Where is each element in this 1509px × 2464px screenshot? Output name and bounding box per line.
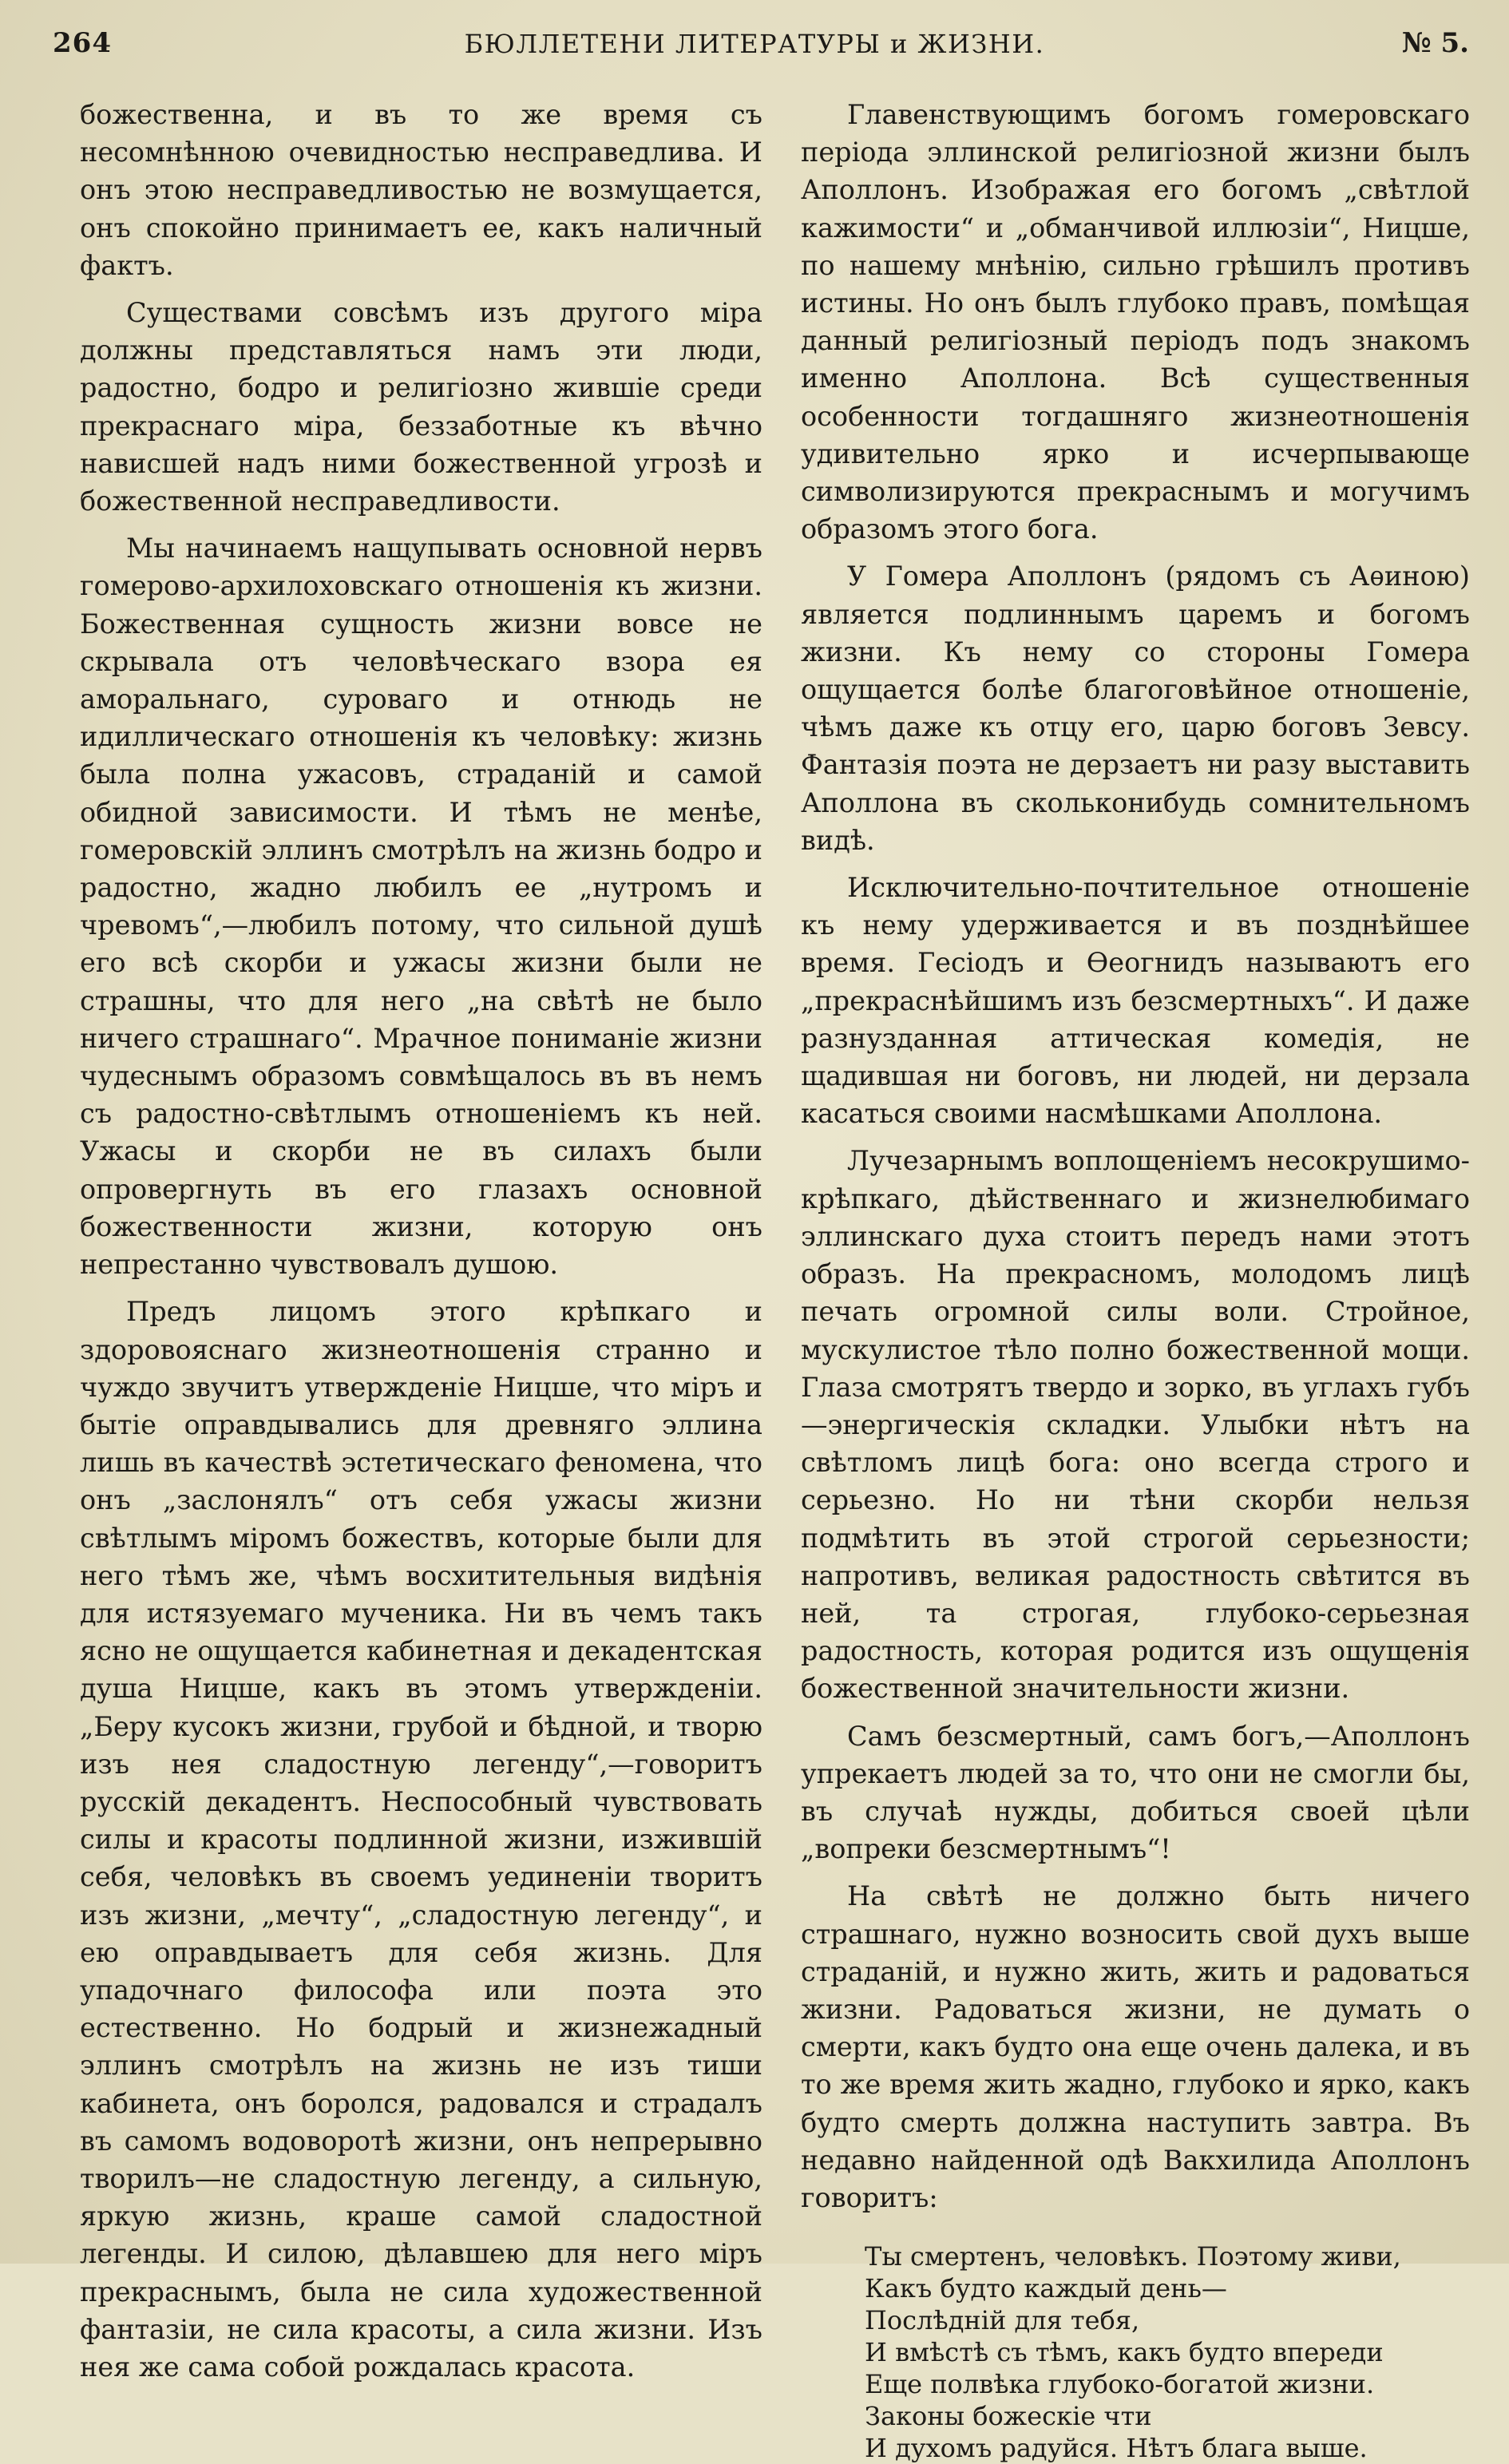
running-title: БЮЛЛЕТЕНИ ЛИТЕРАТУРЫ и ЖИЗНИ. <box>464 29 1045 59</box>
poem-quote <box>865 2240 1470 2464</box>
poem-line: Послѣдній для тебя, <box>865 2305 1140 2336</box>
paragraph: Лучезарнымъ воплощеніемъ несокрушимо-крѣпкаго, дѣйственнаго и жизнелюбимаго эллинскаго духа стоитъ передъ нами этотъ образъ. На прекрасномъ, молодомъ лицѣ печать огромной силы воли. Стройное, мускулистое тѣло полно божественной мощи. Глаза смотрятъ твердо и зорко, въ углахъ губъ—энергическія складки. Улыбки нѣтъ на свѣтломъ лицѣ бога: оно всегда строго и серьезно. Но ни тѣни скорби нельзя подмѣтить въ этой строгой серьезности; напротивъ, великая радостность свѣтится въ ней, та строгая, глубоко-серьезная радостность, которая родится изъ ощущенія божественной значительности жизни. <box>801 1145 1470 1705</box>
issue-number: № 5. <box>1401 27 1469 59</box>
page-number: 264 <box>53 27 112 59</box>
paragraph: божественна, и въ то же время съ несомнѣнною очевидностью несправедлива. И онъ этою несправедливостью не возмущается, онъ спокойно принимаетъ ее, какъ наличный фактъ. <box>80 99 762 281</box>
paragraph: Существами совсѣмъ изъ другого міра должны представляться намъ эти люди, радостно, бодро и религіозно жившіе среди прекраснаго міра, беззаботные къ вѣчно нависшей надъ ними божественной угрозѣ и божественной несправедливости. <box>80 297 762 517</box>
left-column <box>80 96 762 2395</box>
page-header <box>0 0 1509 88</box>
paragraph: Исключительно-почтительное отношеніе къ нему удерживается и въ позднѣйшее время. Гесіодъ и Ѳеогнидъ называютъ его „прекраснѣйшимъ изъ безсмертныхъ“. И даже разнузданная аттическая комедія, не щадившая ни боговъ, ни людей, ни дерзала касаться своими насмѣшками Аполлона. <box>801 872 1470 1130</box>
poem-line: И духомъ радуйся. Нѣтъ блага выше. <box>865 2433 1368 2464</box>
paragraph: У Гомера Аполлонъ (рядомъ съ Аѳиною) является подлиннымъ царемъ и богомъ жизни. Къ нему со стороны Гомера ощущается болѣе благоговѣйное отношеніе, чѣмъ даже къ отцу его, царю боговъ Зевсу. Фантазія поэта не дерзаетъ ни разу выставить Аполлона въ скольконибудь сомнительномъ видѣ. <box>801 561 1470 856</box>
paragraph: Предъ лицомъ этого крѣпкаго и здоровояснаго жизнеотношенія странно и чуждо звучитъ утвержденіе Ницше, что міръ и бытіе оправдывались для древняго эллина лишь въ качествѣ эстетическаго феномена, что онъ „заслонялъ“ отъ себя ужасы жизни свѣтлымъ міромъ божествъ, которые были для него тѣмъ же, чѣмъ восхитительныя видѣнія для истязуемаго мученика. Ни въ чемъ такъ ясно не ощущается кабинетная и декадентская душа Ницше, какъ въ этомъ утвержденіи. „Беру кусокъ жизни, грубой и бѣдной, и творю изъ нея сладостную легенду“,—говоритъ русскій декадентъ. Неспособный чувствовать силы и красоты подлинной жизни, изжившій себя, человѣкъ въ своемъ уединеніи творитъ изъ жизни, „мечту“, „сладостную легенду“, и ею оправдываетъ для себя жизнь. Для упадочнаго философа или поэта это естественно. Но бодрый и жизнежадный эллинъ смотрѣлъ на жизнь не изъ тиши кабинета, онъ боролся, радовался и страдалъ въ самомъ водоворотѣ жизни, онъ непрерывно творилъ—не сладостную легенду, а сильную, яркую жизнь, краше самой сладостной легенды. И силою, дѣлавшею для него міръ прекраснымъ, была не сила художественной фантазіи, не сила красоты, а сила жизни. Изъ нея же сама собой рождалась красота. <box>80 1296 762 2383</box>
paragraph: Мы начинаемъ нащупывать основной нервъ гомерово-архилоховскаго отношенія къ жизни. Божественная сущность жизни вовсе не скрывала отъ человѣческаго взора ея аморальнаго, суроваго и отнюдь не идиллическаго отношенія къ человѣку: жизнь была полна ужасовъ, страданій и самой обидной зависимости. И тѣмъ не менѣе, гомеровскій эллинъ смотрѣлъ на жизнь бодро и радостно, жадно любилъ ее „нутромъ и чревомъ“,—любилъ потому, что сильной душѣ его всѣ скорби и ужасы жизни были не страшны, что для него „на свѣтѣ не было ничего страшнаго“. Мрачное пониманіе жизни чудеснымъ образомъ совмѣщалось въ въ немъ съ радостно-свѣтлымъ отношеніемъ къ ней. Ужасы и скорби не въ силахъ были опровергнуть въ его глазахъ основной божественности жизни, которую онъ непрестанно чувствовалъ душою. <box>80 533 762 1281</box>
right-column <box>801 96 1470 2464</box>
poem-line: Какъ будто каждый день— <box>865 2273 1227 2304</box>
poem-line: И вмѣстѣ съ тѣмъ, какъ будто впереди <box>865 2337 1384 2368</box>
poem-line: Законы божескіе чти <box>865 2401 1152 2432</box>
paragraph: Самъ безсмертный, самъ богъ,—Аполлонъ упрекаетъ людей за то, что они не смогли бы, въ случаѣ нужды, добиться своей цѣли „вопреки безсмертнымъ“! <box>801 1720 1470 1865</box>
paragraph: На свѣтѣ не должно быть ничего страшнаго, нужно возносить свой духъ выше страданій, и нужно жить, жить и радоваться жизни. Радоваться жизни, не думать о смерти, какъ будто она еще очень далека, и въ то же время жить жадно, глубоко и ярко, какъ будто смерть должна наступить завтра. Въ недавно найденной одѣ Вакхилида Аполлонъ говоритъ: <box>801 1880 1470 2213</box>
poem-line: Ты смертенъ, человѣкъ. Поэтому живи, <box>865 2241 1401 2272</box>
paragraph: Главенствующимъ богомъ гомеровскаго періода эллинской религіозной жизни былъ Аполлонъ. Изображая его богомъ „свѣтлой кажимости“ и „обманчивой иллюзіи“, Ницше, по нашему мнѣнію, сильно грѣшилъ противъ истины. Но онъ былъ глубоко правъ, помѣщая данный религіозный періодъ подъ знакомъ именно Аполлона. Всѣ существенныя особенности тогдашняго жизнеотношенія удивительно ярко и исчерпывающе символизируются прекраснымъ и могучимъ образомъ этого бога. <box>801 99 1470 545</box>
poem-line: Еще полвѣка глубоко-богатой жизни. <box>865 2369 1375 2400</box>
